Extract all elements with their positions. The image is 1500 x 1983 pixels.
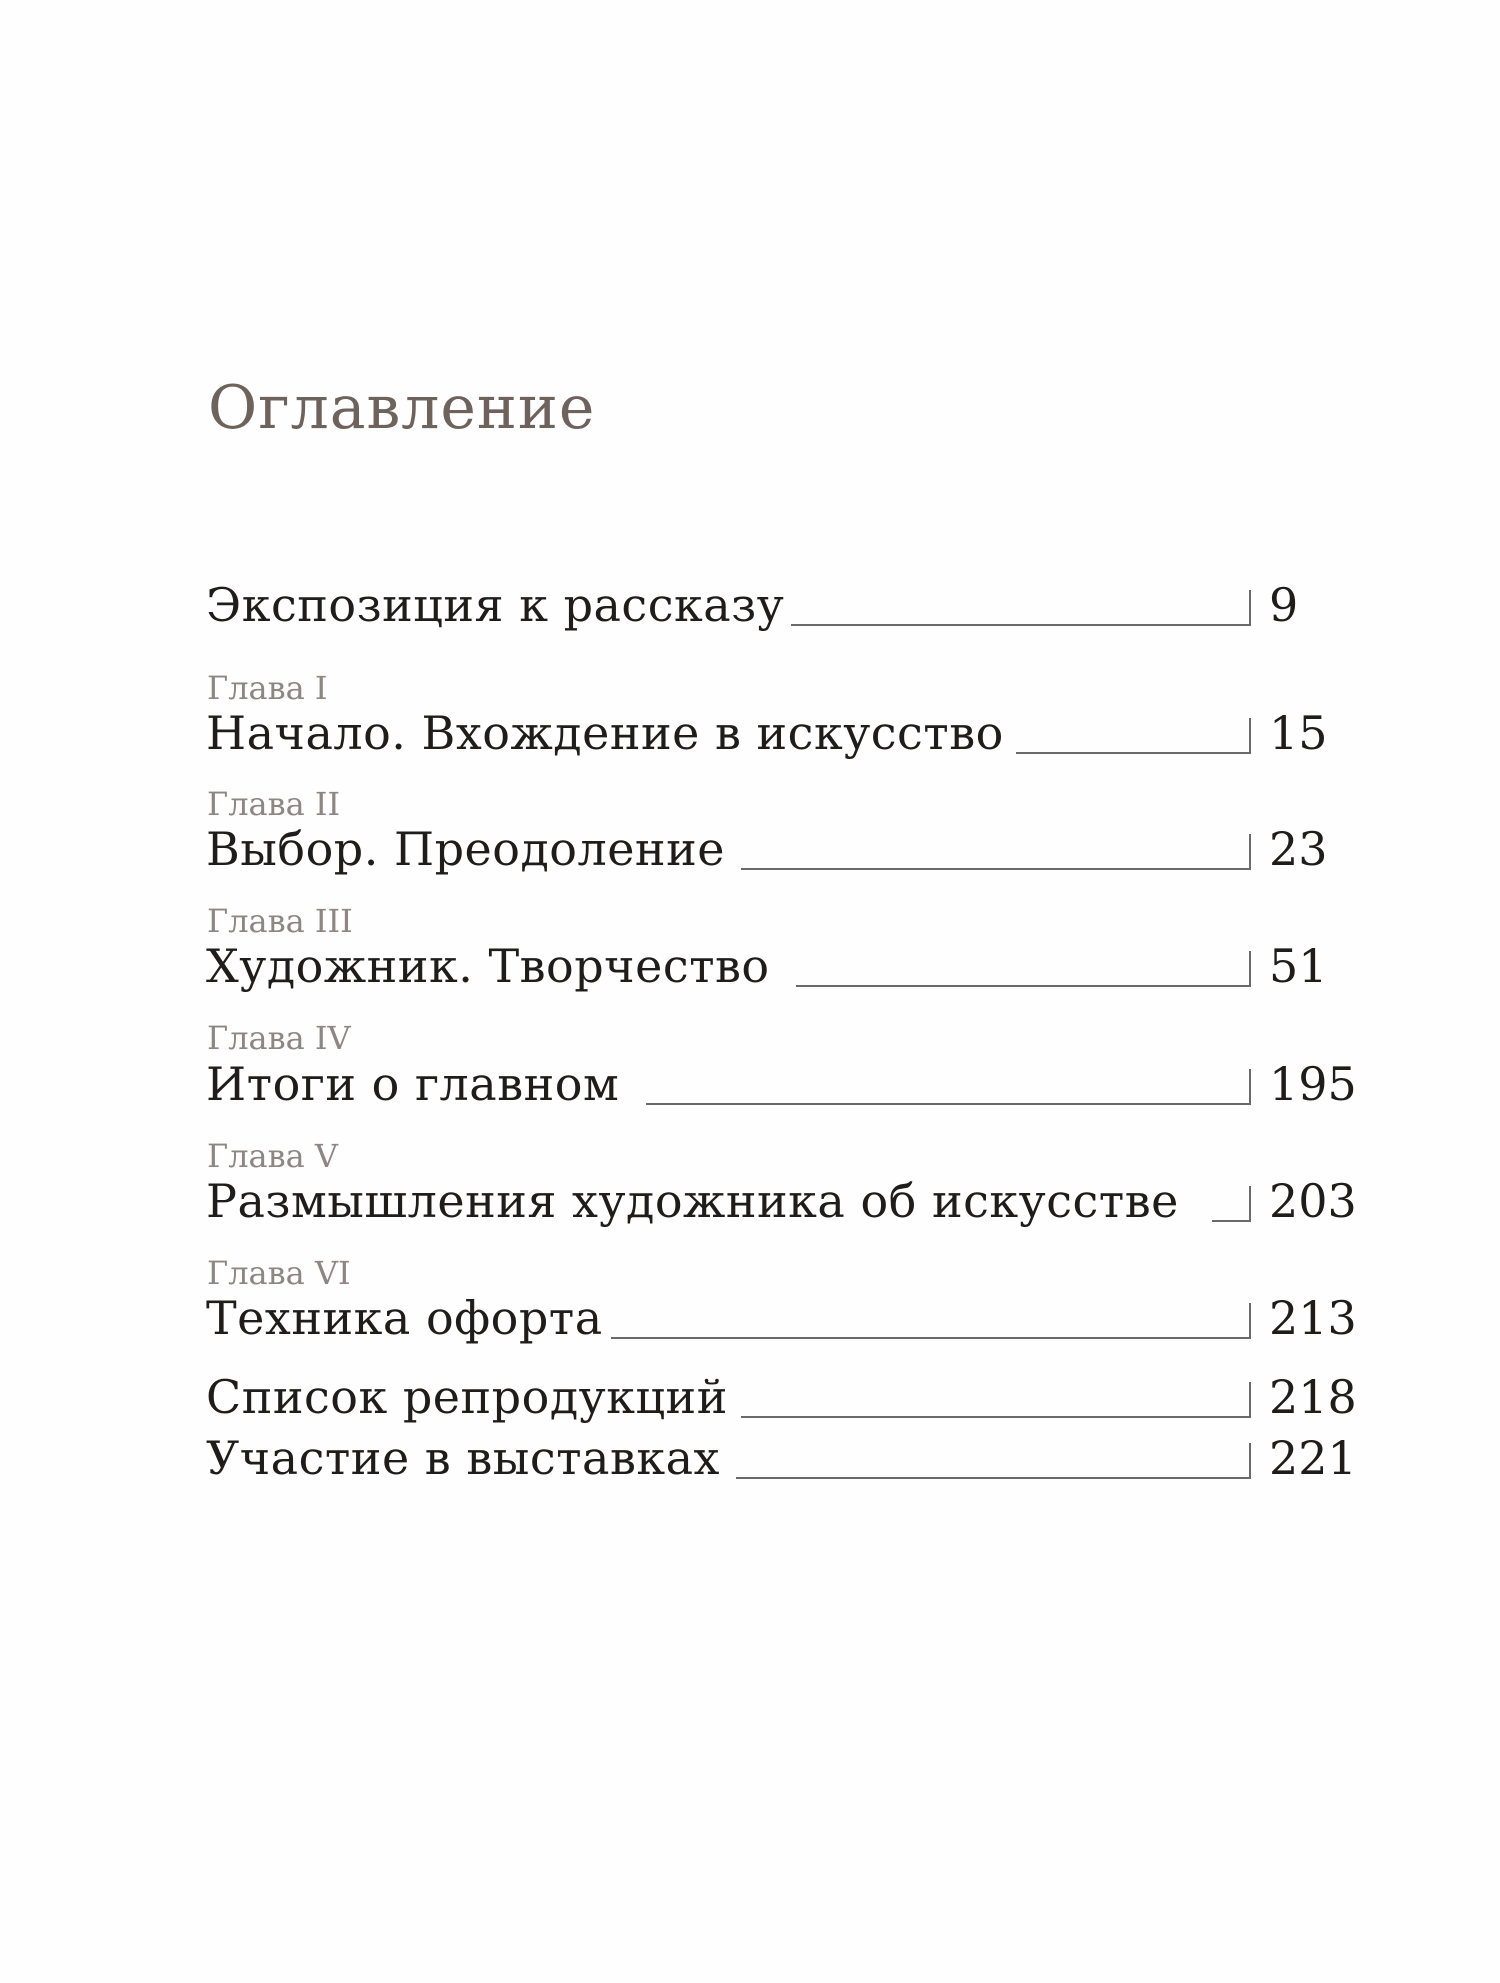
toc-entry-page: 218 — [1269, 1370, 1357, 1424]
leader-line — [796, 985, 1249, 987]
leader-line — [1212, 1220, 1249, 1222]
chapter-label: Глава V — [207, 1137, 338, 1175]
leader-tick — [1249, 1303, 1251, 1339]
chapter-label: Глава VI — [207, 1254, 351, 1292]
leader-tick — [1249, 834, 1251, 870]
toc-entry[interactable] — [206, 1372, 1366, 1432]
toc-entry[interactable] — [206, 1059, 1366, 1119]
toc-entry-title: Участие в выставках — [206, 1431, 720, 1485]
toc-heading: Оглавление — [208, 373, 596, 443]
leader-tick — [1249, 951, 1251, 987]
leader-line — [611, 1337, 1249, 1339]
chapter-label: Глава III — [207, 902, 353, 940]
toc-entry-title: Экспозиция к рассказу — [206, 578, 785, 632]
toc-entry[interactable] — [206, 941, 1366, 1001]
leader-line — [741, 868, 1249, 870]
toc-entry-title: Размышления художника об искусстве — [206, 1174, 1179, 1228]
toc-entry-title: Выбор. Преодоление — [206, 822, 725, 876]
leader-tick — [1249, 1069, 1251, 1105]
toc-entry-page: 23 — [1269, 822, 1328, 876]
leader-line — [736, 1477, 1249, 1479]
leader-line — [1016, 752, 1249, 754]
toc-entry-title: Итоги о главном — [206, 1057, 620, 1111]
toc-entry-page: 51 — [1269, 939, 1328, 993]
toc-entry-page: 195 — [1269, 1057, 1357, 1111]
leader-tick — [1249, 1443, 1251, 1479]
toc-entry-page: 15 — [1269, 706, 1328, 760]
toc-entry-page: 9 — [1269, 578, 1299, 632]
toc-entry[interactable] — [206, 1433, 1366, 1493]
toc-entry-title: Техника офорта — [206, 1291, 603, 1345]
toc-entry-page: 203 — [1269, 1174, 1357, 1228]
toc-entry[interactable] — [206, 1176, 1366, 1236]
toc-entry[interactable] — [206, 708, 1366, 768]
leader-tick — [1249, 1186, 1251, 1222]
toc-entry[interactable] — [206, 1293, 1366, 1353]
leader-line — [646, 1103, 1249, 1105]
leader-tick — [1249, 590, 1251, 626]
leader-line — [741, 1416, 1249, 1418]
chapter-label: Глава I — [207, 669, 328, 707]
chapter-label: Глава IV — [207, 1019, 351, 1057]
leader-tick — [1249, 718, 1251, 754]
toc-entry-title: Начало. Вхождение в искусство — [206, 706, 1004, 760]
toc-entry-title: Художник. Творчество — [206, 939, 770, 993]
toc-entry-page: 221 — [1269, 1431, 1357, 1485]
leader-line — [791, 624, 1249, 626]
leader-tick — [1249, 1382, 1251, 1418]
toc-entry-page: 213 — [1269, 1291, 1357, 1345]
toc-entry-title: Список репродукций — [206, 1370, 728, 1424]
toc-entry[interactable] — [206, 824, 1366, 884]
chapter-label: Глава II — [207, 785, 341, 823]
toc-entry[interactable] — [206, 580, 1366, 640]
